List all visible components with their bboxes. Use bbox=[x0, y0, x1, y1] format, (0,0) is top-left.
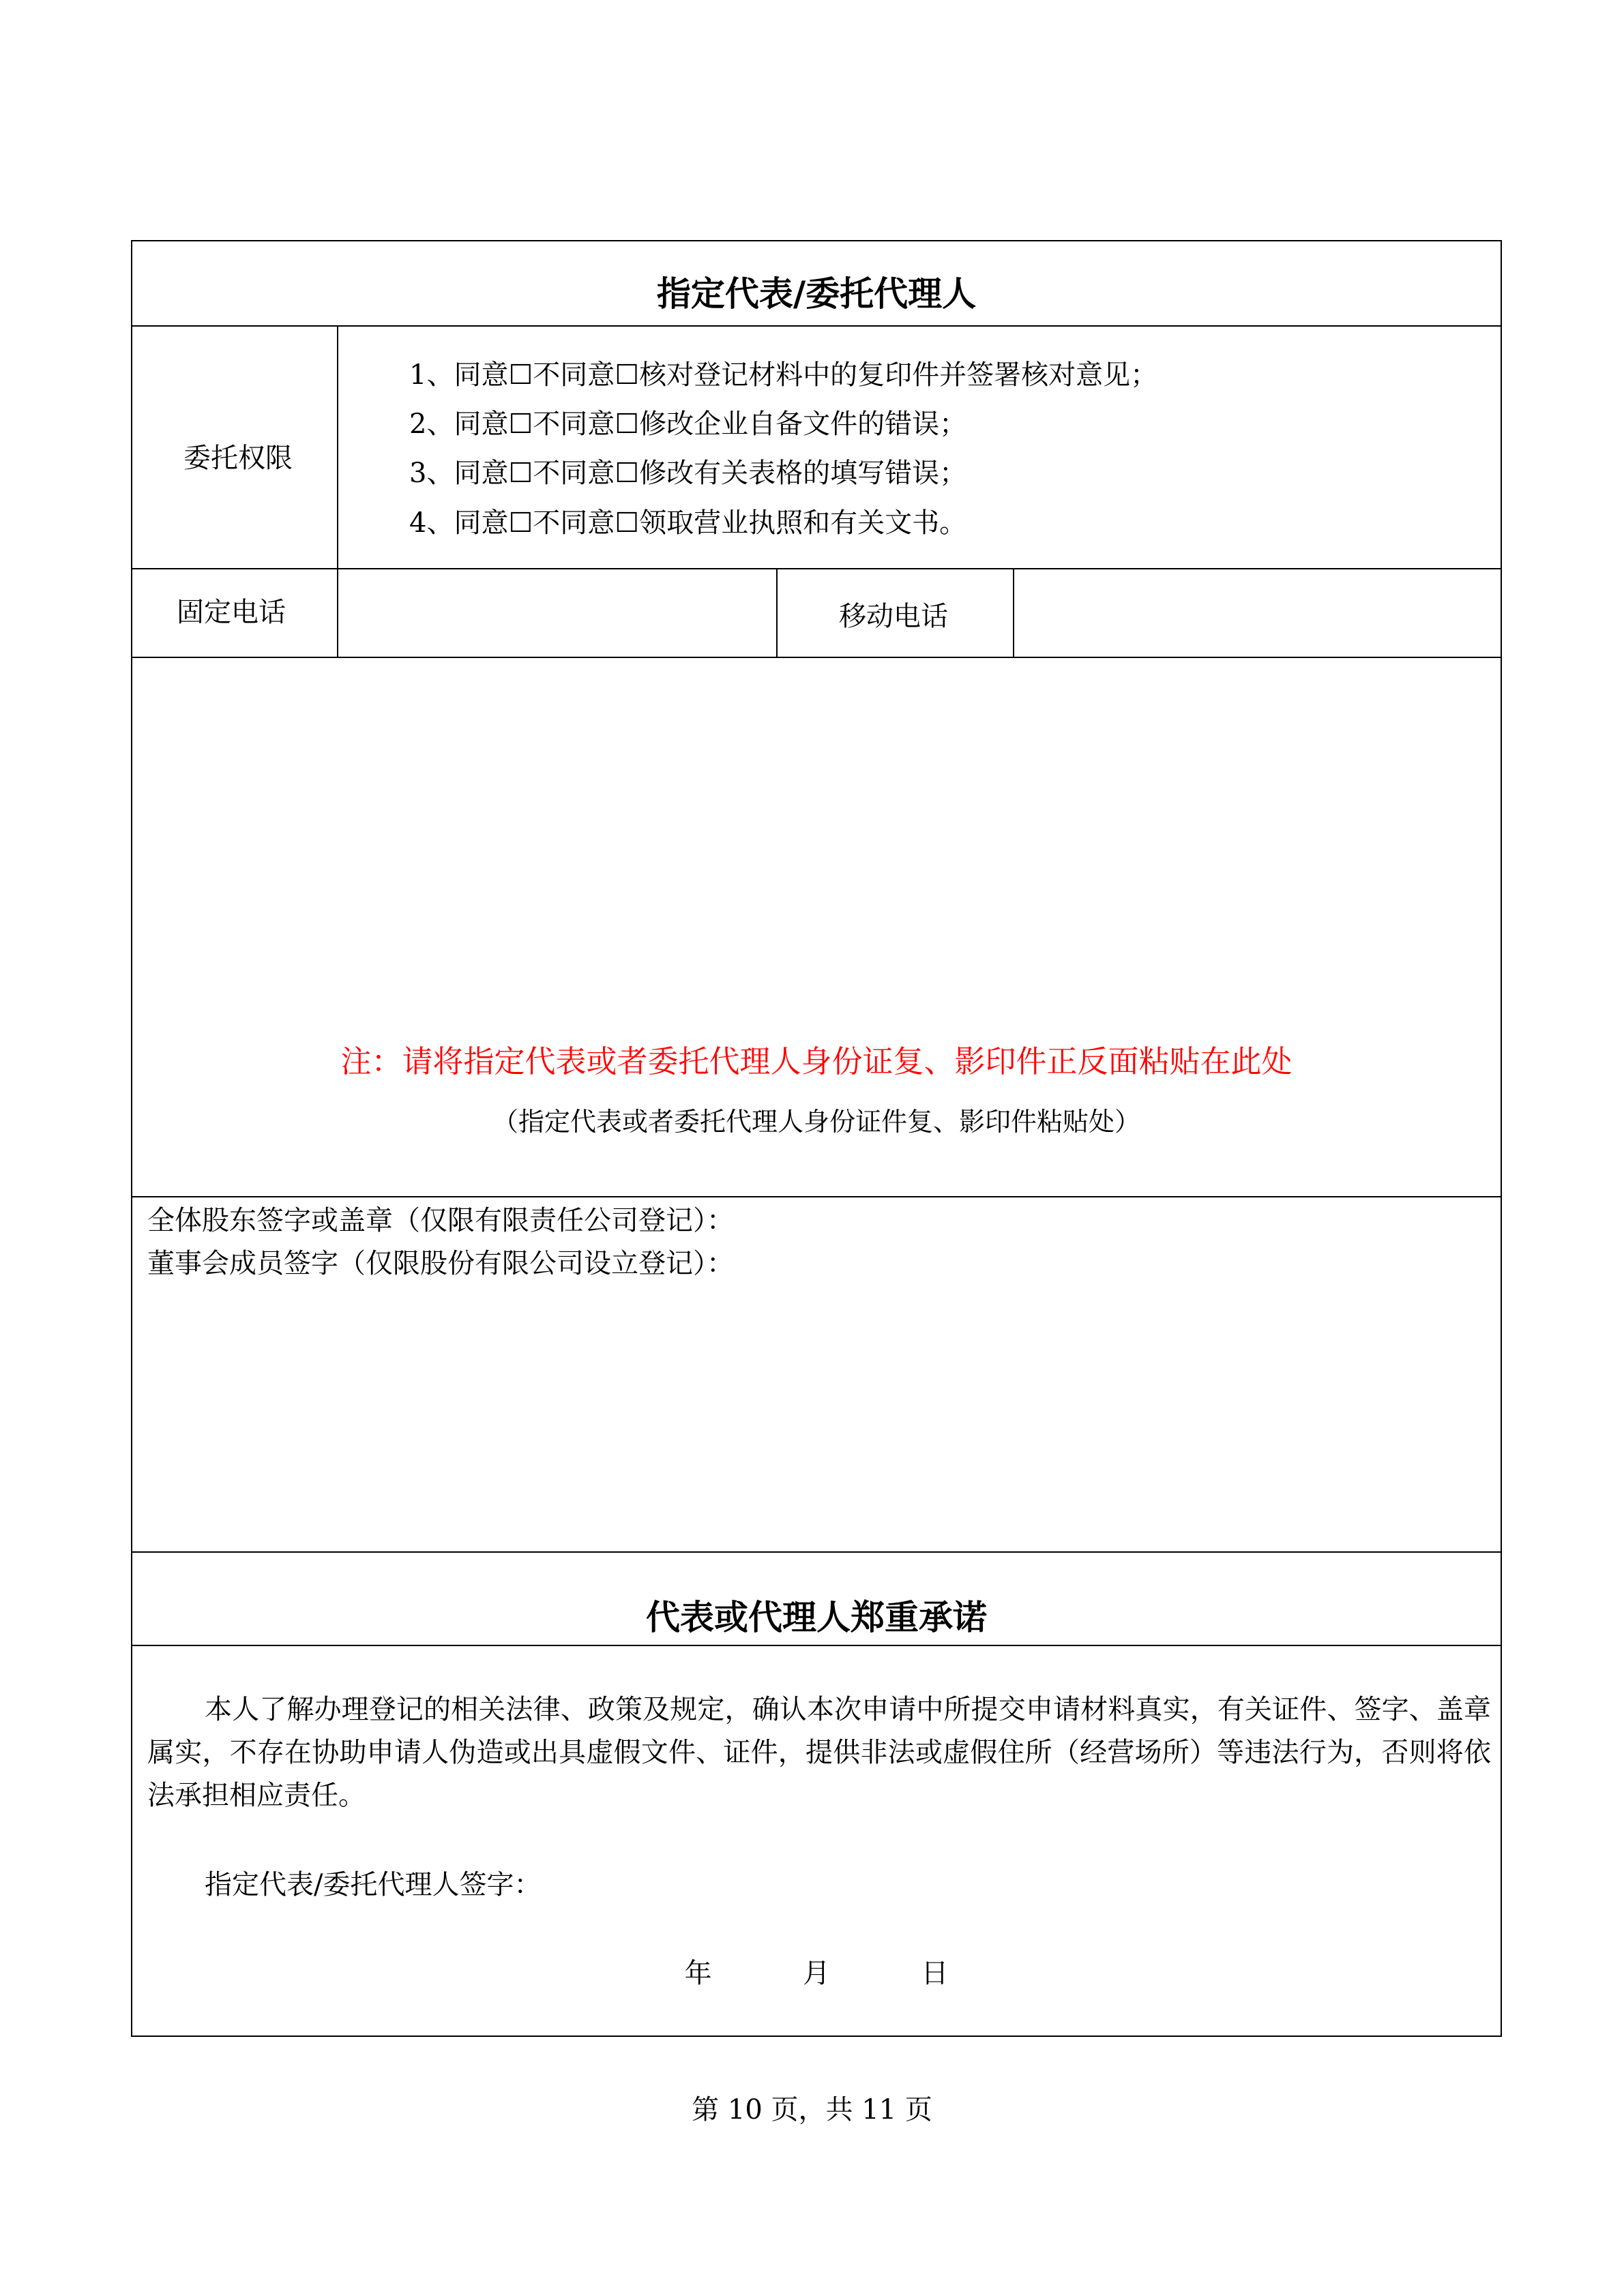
divider bbox=[132, 1645, 1501, 1646]
authority-item: 2、同意☐不同意☐修改企业自备文件的错误； bbox=[409, 408, 967, 440]
designated-representative-form bbox=[131, 240, 1502, 2037]
section-title-representative: 指定代表/委托代理人 bbox=[656, 274, 977, 314]
fixed-phone-label: 固定电话 bbox=[177, 597, 286, 628]
date-month-label: 月 bbox=[803, 1958, 830, 1989]
authority-label: 委托权限 bbox=[183, 443, 293, 474]
promise-text: 本人了解办理登记的相关法律、政策及规定，确认本次申请中所提交申请材料真实，有关证件、签字、盖章属实，不存在协助申请人伪造或出具虚假文件、证件，提供非法或虚假住所（经营场所）等违法行为，否则将依法承担相应责任。 bbox=[147, 1694, 1491, 1811]
id-paste-sub-note: （指定代表或者委托代理人身份证件复、影印件粘贴处） bbox=[492, 1107, 1140, 1137]
divider bbox=[337, 325, 338, 568]
shareholders-signature-label: 全体股东签字或盖章（仅限有限责任公司登记）： bbox=[147, 1205, 734, 1236]
divider bbox=[1013, 568, 1014, 657]
mobile-phone-label: 移动电话 bbox=[839, 601, 948, 632]
section-title-promise: 代表或代理人郑重承诺 bbox=[646, 1598, 987, 1637]
representative-signature-label: 指定代表/委托代理人签字： bbox=[205, 1869, 542, 1900]
divider bbox=[132, 1196, 1501, 1197]
date-day-label: 日 bbox=[921, 1958, 949, 1989]
divider bbox=[337, 568, 338, 657]
signature-date bbox=[132, 1952, 1501, 1991]
divider bbox=[776, 568, 778, 657]
authority-item: 3、同意☐不同意☐修改有关表格的填写错误； bbox=[409, 458, 967, 489]
authority-item: 1、同意☐不同意☐核对登记材料中的复印件并签署核对意见； bbox=[409, 359, 1158, 391]
divider bbox=[132, 1551, 1501, 1553]
date-year-label: 年 bbox=[684, 1958, 712, 1989]
page-number: 第 10 页，共 11 页 bbox=[692, 2094, 932, 2126]
id-paste-note: 注：请将指定代表或者委托代理人身份证复、影印件正反面粘贴在此处 bbox=[340, 1043, 1293, 1079]
authority-item: 4、同意☐不同意☐领取营业执照和有关文书。 bbox=[409, 507, 967, 539]
divider bbox=[132, 657, 1501, 658]
board-signature-label: 董事会成员签字（仅限股份有限公司设立登记）： bbox=[147, 1248, 734, 1279]
